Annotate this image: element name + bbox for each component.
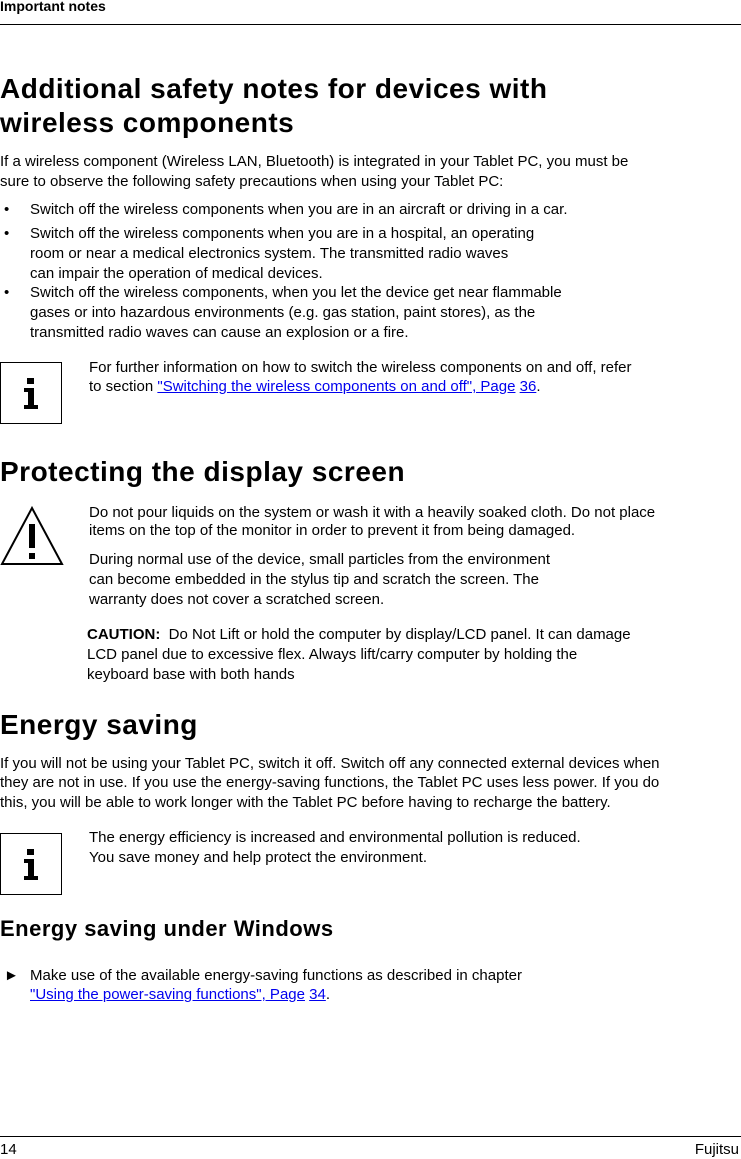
display-para1-line1: Do not pour liquids on the system or wash it with a heavily soaked cloth. Do not place bbox=[89, 504, 656, 521]
energy-note-line1: The energy efficiency is increased and environmental pollution is reduced. bbox=[89, 829, 581, 846]
energy-para-line3: this, you will be able to work longer with the Tablet PC before having to recharge the battery. bbox=[0, 794, 611, 811]
running-header: Important notes bbox=[0, 0, 106, 14]
arrow-marker: ► bbox=[4, 967, 19, 984]
page-34-link[interactable]: 34 bbox=[309, 986, 326, 1003]
page-36-link[interactable]: 36 bbox=[519, 378, 537, 395]
info-icon bbox=[0, 362, 62, 424]
bullet-text-line: room or near a medical electronics system. The transmitted radio waves bbox=[30, 245, 509, 262]
bullet-text-line: transmitted radio waves can cause an explosion or a fire. bbox=[30, 324, 409, 341]
section-title-wireless-line2: wireless components bbox=[0, 107, 295, 138]
info-note-line1: For further information on how to switch the wireless components on and off, refer bbox=[89, 359, 632, 376]
section-title-wireless-line1: Additional safety notes for devices with bbox=[0, 73, 548, 104]
bullet-text-line: gases or into hazardous environments (e.g. gas station, paint stores), as the bbox=[30, 304, 536, 321]
bullet-text-line: Switch off the wireless components when you are in a hospital, an operating bbox=[30, 225, 535, 242]
power-saving-link[interactable]: "Using the power-saving functions", Page bbox=[30, 986, 305, 1003]
footer-rule bbox=[0, 1136, 741, 1137]
bullet-item-aircraft bbox=[0, 200, 680, 220]
windows-instruction-suffix: . bbox=[325, 986, 330, 1003]
bullet-mark: • bbox=[4, 225, 10, 242]
display-para1-line2: items on the top of the monitor in order to prevent it from being damaged. bbox=[89, 522, 576, 539]
bullet-text-line: can impair the operation of medical devices. bbox=[30, 265, 323, 282]
switching-wireless-link[interactable]: "Switching the wireless components on and off", Page bbox=[157, 378, 516, 395]
section-title-display: Protecting the display screen bbox=[0, 456, 406, 487]
warning-icon bbox=[0, 506, 64, 566]
info-note-suffix: . bbox=[536, 378, 541, 395]
bullet-text: Switch off the wireless components when you are in an aircraft or driving in a car. bbox=[30, 201, 568, 218]
windows-instruction-line2 bbox=[30, 985, 330, 1005]
header-rule bbox=[0, 24, 741, 25]
wireless-intro-line2: sure to observe the following safety precautions when using your Tablet PC: bbox=[0, 173, 504, 190]
info-note-prefix: to section bbox=[89, 378, 158, 395]
info-icon bbox=[0, 833, 62, 895]
caution-line3: keyboard base with both hands bbox=[87, 666, 295, 683]
page-number: 14 bbox=[0, 1141, 17, 1158]
display-para2-line1: During normal use of the device, small particles from the environment bbox=[89, 551, 551, 568]
bullet-mark: • bbox=[4, 201, 10, 218]
energy-para-line2: they are not in use. If you use the energy-saving functions, the Tablet PC uses less power. If you do bbox=[0, 774, 660, 791]
bullet-item-hospital bbox=[0, 224, 680, 284]
energy-note-line2: You save money and help protect the environment. bbox=[89, 849, 427, 866]
bullet-text-line: Switch off the wireless components, when you let the device get near flammable bbox=[30, 284, 562, 301]
bullet-mark: • bbox=[4, 284, 10, 301]
display-para2-line2: can become embedded in the stylus tip and scratch the screen. The bbox=[89, 571, 539, 588]
display-para2-line3: warranty does not cover a scratched screen. bbox=[89, 591, 385, 608]
section-title-energy-windows: Energy saving under Windows bbox=[0, 916, 334, 941]
windows-instruction-line1: Make use of the available energy-saving functions as described in chapter bbox=[30, 967, 522, 984]
bullet-item-flammable bbox=[0, 283, 680, 343]
caution-line1 bbox=[87, 625, 631, 645]
energy-para-line1: If you will not be using your Tablet PC, switch it off. Switch off any connected external devices when bbox=[0, 755, 660, 772]
caution-label: CAUTION: bbox=[87, 626, 161, 643]
info-note-line2 bbox=[89, 377, 541, 397]
wireless-intro-line1: If a wireless component (Wireless LAN, Bluetooth) is integrated in your Tablet PC, you must be bbox=[0, 153, 629, 170]
footer-brand: Fujitsu bbox=[694, 1141, 739, 1158]
caution-text: Do Not Lift or hold the computer by display/LCD panel. It can damage bbox=[168, 626, 631, 643]
caution-line2: LCD panel due to excessive flex. Always lift/carry computer by holding the bbox=[87, 646, 578, 663]
section-title-energy-saving: Energy saving bbox=[0, 709, 198, 740]
